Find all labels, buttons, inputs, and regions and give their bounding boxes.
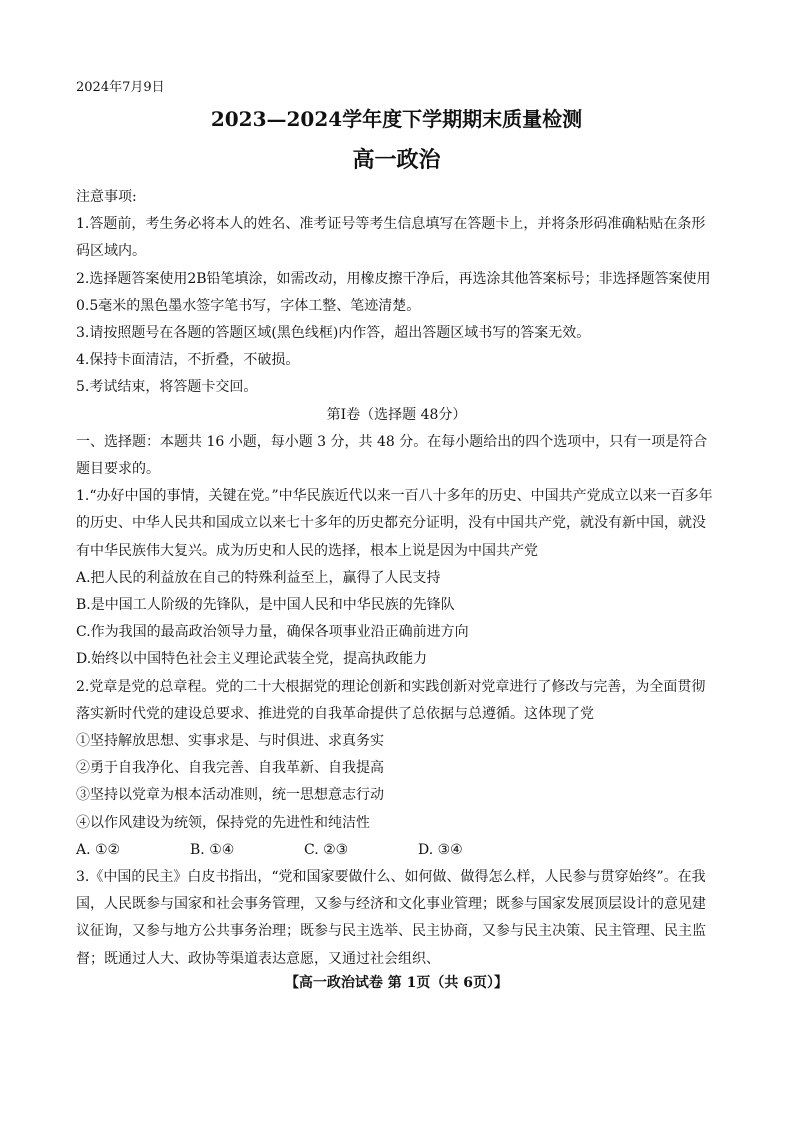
question-2-choice-b: B. ①④ [190,841,235,858]
section-title: 第Ⅰ卷（选择题 48分） [326,406,467,423]
question-2-choices [76,837,717,864]
notice-item: 5.考试结束，将答题卡交回。 [76,379,258,396]
question-2-item-2: ②勇于自我净化、自我完善、自我革新、自我提高 [76,760,384,777]
notice-item: 2.选择题答案使用2B铅笔填涂，如需改动，用橡皮擦干净后，再选涂其他答案标号；非选择题答案使用0.5毫米的黑色墨水签字笔书写，字体工整、笔迹清楚。 [76,270,711,314]
question-1-option-c: C.作为我国的最高政治领导力量，确保各项事业沿正确前进方向 [76,624,469,641]
question-2-item-1: ①坚持解放思想、实事求是、与时俱进、求真务实 [76,733,384,750]
question-2-choice-c: C. ②③ [304,841,349,858]
page-footer: 【高一政治试卷 第 1页（共 6页）】 [284,975,509,991]
section-instruction: 一、选择题：本题共 16 小题，每小题 3 分，共 48 分。在每小题给出的四个选项中，只有一项是符合题目要求的。 [76,433,708,478]
question-1-option-d: D.始终以中国特色社会主义理论武装全党，提高执政能力 [76,651,428,668]
question-2-stem: 2.党章是党的总章程。党的二十大根据党的理论创新和实践创新对党章进行了修改与完善，为全面贯彻落实新时代党的建设总要求、推进党的自我革命提供了总依据与总遵循。这体现了党 [76,678,706,722]
notice-heading: 注意事项: [76,189,137,205]
question-1-option-a: A.把人民的利益放在自己的特殊利益至上，赢得了人民支持 [76,569,441,586]
exam-date: 2024年7月9日 [76,80,165,95]
exam-subject: 高一政治 [352,147,441,173]
question-2-choice-d: D. ③④ [418,841,463,858]
notice-item: 3.请按照题号在各题的答题区域(黑色线框)内作答，超出答题区域书写的答案无效。 [76,325,591,342]
question-2-choice-a: A. ①② [76,841,121,858]
question-1-option-b: B.是中国工人阶级的先锋队，是中国人民和中华民族的先锋队 [76,597,455,614]
question-3-stem: 3.《中国的民主》白皮书指出，“党和国家要做什么、如何做、做得怎么样，人民参与贯穿始终”。在我国，人民既参与国家和社会事务管理，又参与经济和文化事业管理；既参与国家发展顶层设计的意见建议征询，又参与地方公共事务治理；既参与民主选举、民主协商，又参与民主决策、民主管理、民主监督；既通过人大、政协等渠道表达意愿，又通过社会组织、 [76,869,706,967]
exam-title: 2023—2024学年度下学期期末质量检测 [210,107,583,131]
question-2-item-4: ④以作风建设为统领，保持党的先进性和纯洁性 [76,814,370,831]
question-2-item-3: ③坚持以党章为根本活动准则，统一思想意志行动 [76,787,384,804]
exam-body [76,184,717,973]
notice-item: 1.答题前，考生务必将本人的姓名、准考证号等考生信息填写在答题卡上，并将条形码准确粘贴在条形码区域内。 [76,216,706,260]
notice-item: 4.保持卡面清洁，不折叠，不破损。 [76,352,300,369]
question-1-stem: 1.“办好中国的事情，关键在党。”中华民族近代以来一百八十多年的历史、中国共产党成立以来一百多年的历史、中华人民共和国成立以来七十多年的历史都充分证明，没有中国共产党，就没有新中国，就没有中华民族伟大复兴。成为历史和人民的选择，根本上说是因为中国共产党 [76,488,713,559]
